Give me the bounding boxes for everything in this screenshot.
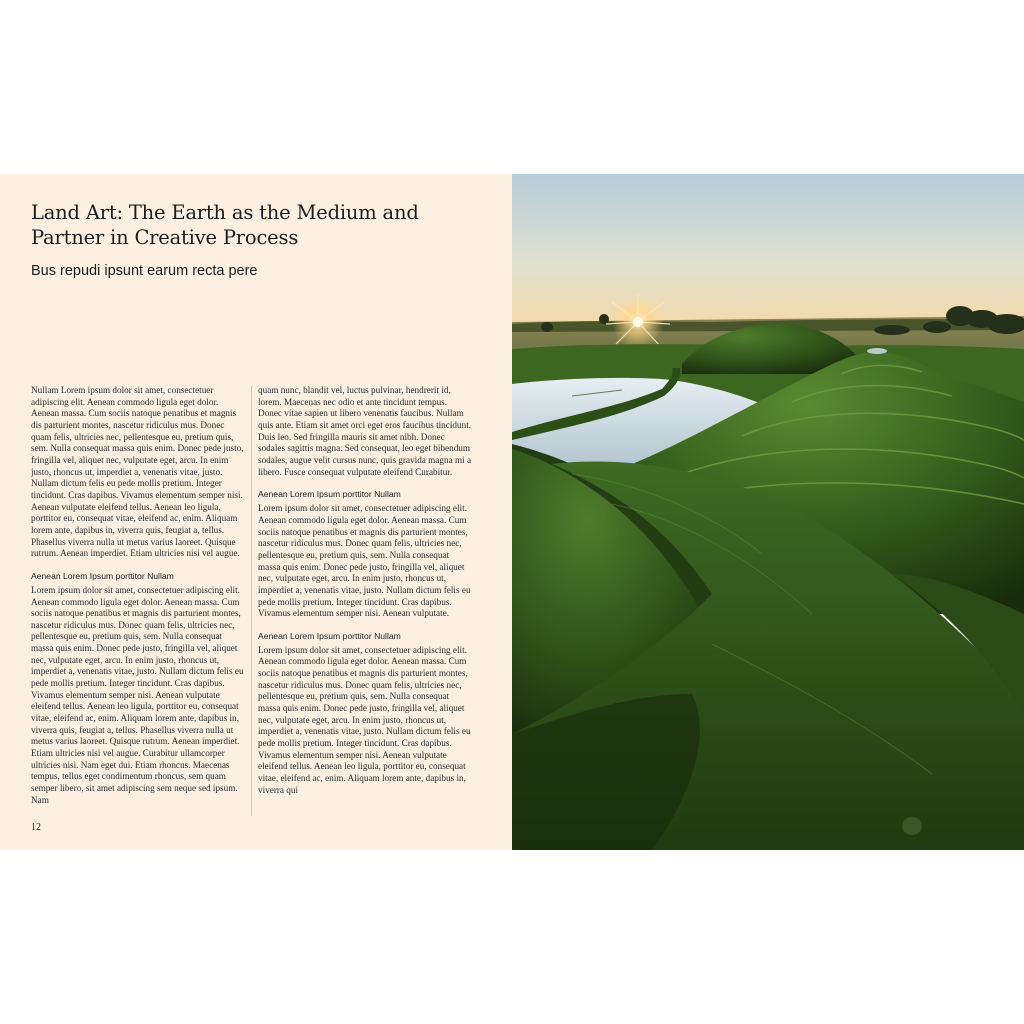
column-divider [251,386,252,816]
landscape-photo [512,174,1024,850]
body-paragraph: quam nunc, blandit vel, luctus pulvinar, hendrerit id, lorem. Maecenas nec odio et ante tincidunt tempus. Donec vitae sapien ut libero venenatis faucibus. Nullam quis ante. Etiam sit amet orci eget eros faucibus tincidunt. Duis leo. Sed fringilla mauris sit amet nibh. Donec sodales sagittis magna. Sed consequat, leo eget bibendum sodales, augue velit cursus nunc, quis gravida magna mi a libero. Fusce consequat vulputate eleifend Curabitur. [258,385,472,477]
text-column-1 [31,385,245,825]
body-paragraph: Lorem ipsum dolor sit amet, consectetuer adipiscing elit. Aenean commodo ligula eget dolor. Aenean massa. Cum sociis natoque penatibus et magnis dis parturient montes, nascetur ridiculus mus. Donec quam felis, ultricies nec, pellentesque eu, pretium quis, sem. Nulla consequat massa quis enim. Donec pede justo, fringilla vel, aliquet nec, vulputate eget, arcu. In enim justo, rhoncus ut, imperdiet a, venenatis vitae, justo. Nullam dictum felis eu pede mollis pretium. Integer tincidunt. Cras dapibus. Vivamus elementum semper nisi. Aenean vulputate eleifend tellus. Aenean leo ligula, porttitor eu, consequat vitae, eleifend ac, enim. Aliquam lorem ante, dapibus in, viverra qui [258,644,471,795]
book-spread [0,174,1024,850]
section-heading: Aenean Lorem Ipsum porttitor Nullam [31,570,174,581]
left-page [0,174,512,850]
section-heading: Aenean Lorem Ipsum porttitor Nullam [258,489,401,500]
text-column-2 [258,385,472,825]
article-title: Land Art: The Earth as the Medium and Partner in Creative Process [31,201,419,249]
body-paragraph: Lorem ipsum dolor sit amet, consectetuer adipiscing elit. Aenean commodo ligula eget dolor. Aenean massa. Cum sociis natoque penatibus et magnis dis parturient montes, nascetur ridiculus mus. Donec quam felis, ultricies nec, pellentesque eu, pretium quis, sem. Nulla consequat massa quis enim. Donec pede justo, fringilla vel, aliquet nec, vulputate eget, arcu. In enim justo, rhoncus ut, imperdiet a, venenatis vitae, justo. Nullam dictum felis eu pede mollis pretium. Integer tincidunt. Cras dapibus. Vivamus elementum semper nisi. Aenean vulputate eleifend tellus. Aenean leo ligula, porttitor eu, consequat vitae, eleifend ac, enim. Aliquam lorem ante, dapibus in, viverra quis, feugiat a, tellus. Phasellus viverra nulla ut metus varius laoreet. Quisque rutrum. Aenean imperdiet. Etiam ultricies nisi vel augue. Curabitur ullamcorper ultricies nisi. Nam eget dui. Etiam rhoncus. Maecenas tempus, tellus eget condimentum rhoncus, sem quam semper libero, sit amet adipiscing sem neque sed ipsum. Nam [31,584,244,805]
body-paragraph: Nullam Lorem ipsum dolor sit amet, consectetuer adipiscing elit. Aenean commodo ligula eget dolor. Aenean massa. Cum sociis natoque penatibus et magnis dis parturient montes, nascetur ridiculus mus. Donec quam felis, ultricies nec, pellentesque eu, pretium quis, sem. Nulla consequat massa quis enim. Donec pede justo, fringilla vel, aliquet nec, vulputate eget, arcu. In enim justo, rhoncus ut, imperdiet a, venenatis vitae, justo. Nullam dictum felis eu pede mollis pretium. Integer tincidunt. Cras dapibus. Vivamus elementum semper nisi. Aenean vulputate eleifend tellus. Aenean leo ligula, porttitor eu, consequat vitae, eleifend ac, enim. Aliquam lorem ante, dapibus in, viverra quis, feugiat a, tellus. Phasellus viverra nulla ut metus varius laoreet. Quisque rutrum. Aenean imperdiet. Etiam ultricies nisi vel augue. [31,385,244,559]
land-art-photo-illustration [512,174,1024,850]
body-paragraph: Lorem ipsum dolor sit amet, consectetuer adipiscing elit. Aenean commodo ligula eget dolor. Aenean massa. Cum sociis natoque penatibus et magnis dis parturient montes, nascetur ridiculus mus. Donec quam felis, ultricies nec, pellentesque eu, pretium quis, sem. Nulla consequat massa quis enim. Donec pede justo, fringilla vel, aliquet nec, vulputate eget, arcu. In enim justo, rhoncus ut, imperdiet a, venenatis vitae, justo. Nullam dictum felis eu pede mollis pretium. Integer tincidunt. Cras dapibus. Vivamus elementum semper nisi. Aenean vulputate. [258,503,471,619]
sky [512,174,1024,334]
page-number: 12 [31,822,41,833]
article-subtitle: Bus repudi ipsunt earum recta pere [31,263,258,279]
section-heading: Aenean Lorem Ipsum porttitor Nullam [258,630,401,641]
